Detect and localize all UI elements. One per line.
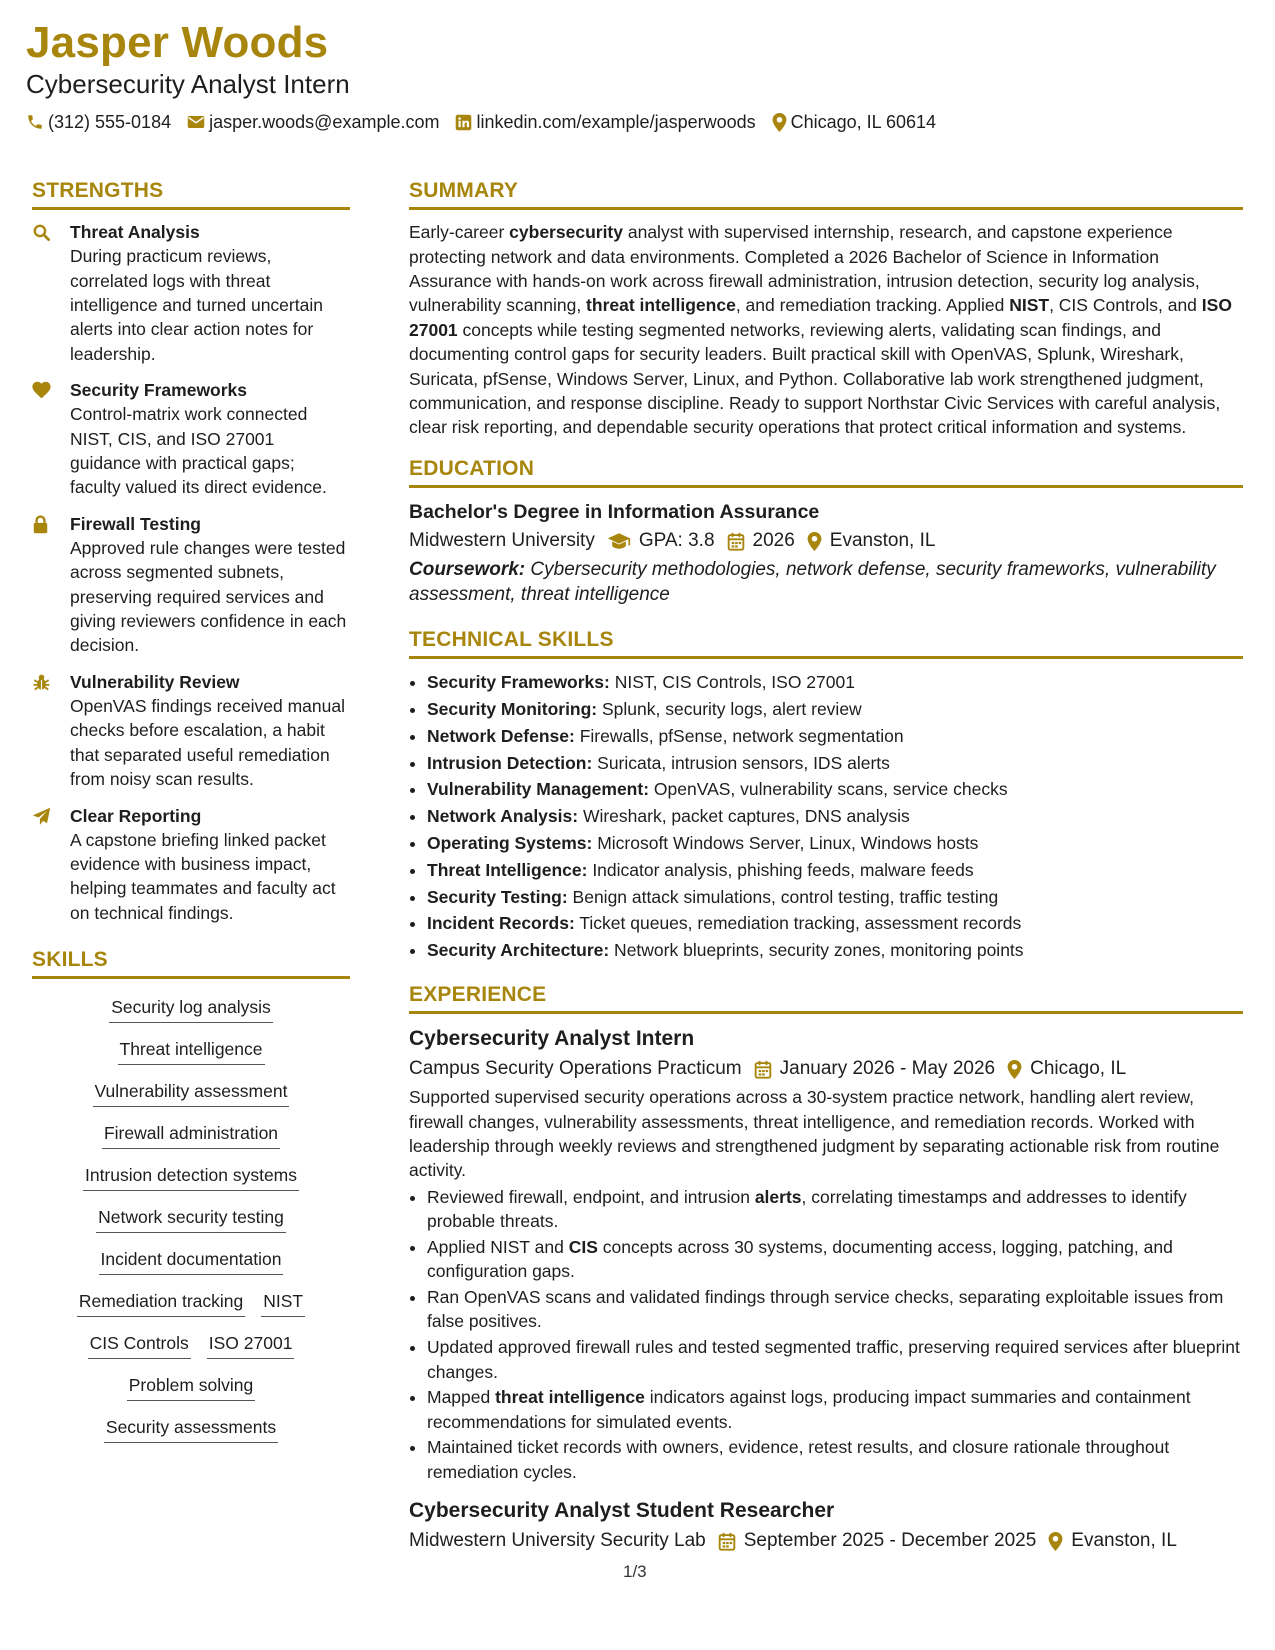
skill-label: Vulnerability Management: <box>427 779 650 800</box>
summary-part-bold: ISO 27001 <box>409 295 1232 340</box>
job-meta <box>409 1526 1243 1556</box>
strength-title: Security Frameworks <box>70 380 248 401</box>
job-entry <box>409 1496 1243 1556</box>
envelope-icon <box>187 114 205 130</box>
bullet-part-bold: alerts <box>754 1186 802 1207</box>
list-item <box>427 910 1243 937</box>
list-item <box>427 857 1243 884</box>
grad-year <box>727 526 795 556</box>
job-bullets <box>409 1185 1243 1484</box>
summary-part: concepts while testing segmented networks, reviewing alerts, validating scan findings, and documenting control gaps for security leaders. Built practical skill with OpenVAS, Splunk, Wireshark, Suricata, pfSense, Windows Server, Linux, and Python. Collaborative lab work strengthened judgment, communication, and response discipline. Ready to support Northstar Civic Services with careful analysis, clear risk reporting, and dependable security operations that protect critical information and systems. <box>409 319 1221 438</box>
strengths-heading: STRENGTHS <box>32 178 350 210</box>
skill-value: NIST, CIS Controls, ISO 27001 <box>609 672 855 693</box>
bullet-part: Reviewed firewall, endpoint, and intrusion <box>427 1186 755 1207</box>
linkedin-text[interactable]: linkedin.com/example/jasperwoods <box>476 111 756 132</box>
skill-value: Firewalls, pfSense, network segmentation <box>574 725 904 746</box>
phone-text: (312) 555-0184 <box>48 111 172 132</box>
skill-label: Operating Systems: <box>427 833 593 853</box>
resume-header <box>26 18 1246 133</box>
bullet-part: Ran OpenVAS scans and validated findings through service checks, separating exploitable issues from false positives. <box>427 1287 1224 1332</box>
bullet-part: , correlating timestamps and addresses to identify probable threats. <box>427 1186 1187 1232</box>
phone-icon <box>26 113 44 131</box>
calendar-icon <box>727 532 745 551</box>
degree-title: Bachelor's Degree in Information Assurance <box>409 501 820 524</box>
list-item <box>427 803 1243 830</box>
list-item <box>427 1235 1243 1284</box>
skill-tag: Vulnerability assessment <box>93 1079 290 1107</box>
location-text: Evanston, IL <box>1071 1530 1177 1552</box>
summary-text <box>409 220 1243 440</box>
skill-label: Security Monitoring: <box>427 699 598 720</box>
list-item <box>427 1335 1243 1384</box>
skill-value: Ticket queues, remediation tracking, assessment records <box>574 913 1022 934</box>
candidate-name: Jasper Woods <box>26 18 329 67</box>
skill-tag: Network security testing <box>96 1205 286 1233</box>
summary-part: Early-career <box>409 222 510 243</box>
gpa-text: GPA: 3.8 <box>638 530 715 552</box>
skill-label: Threat Intelligence: <box>427 859 588 880</box>
job-entry <box>409 1024 1243 1484</box>
list-item <box>427 1185 1243 1234</box>
skill-tag: NIST <box>261 1289 305 1317</box>
skill-tag: Security log analysis <box>109 995 273 1023</box>
job-org <box>409 1526 706 1556</box>
strength-item <box>32 378 350 500</box>
contact-bar <box>26 112 1246 133</box>
contact-location <box>772 112 936 133</box>
bullet-part: indicators against logs, producing impact summaries and containment recommendations for simulated events. <box>427 1387 1191 1432</box>
dates-text: January 2026 - May 2026 <box>779 1058 996 1080</box>
paper-plane-icon <box>32 807 51 826</box>
bullet-part: Maintained ticket records with owners, evidence, retest results, and closure rationale throughout remediation cycles. <box>427 1437 1170 1482</box>
list-item <box>427 1385 1243 1434</box>
map-pin-icon <box>1007 1060 1022 1079</box>
map-pin-icon <box>1048 1532 1063 1551</box>
graduation-cap-icon <box>607 532 631 550</box>
contact-linkedin[interactable] <box>455 112 755 133</box>
skill-value: Indicator analysis, phishing feeds, malware feeds <box>587 859 974 880</box>
coursework <box>409 558 1243 607</box>
summary-heading: SUMMARY <box>409 178 1243 210</box>
bullet-part: concepts across 30 systems, documenting access, logging, patching, and configuration gaps. <box>427 1236 1173 1282</box>
list-item <box>427 669 1243 696</box>
skill-label: Security Architecture: <box>427 940 610 961</box>
skill-label: Network Analysis: <box>427 806 579 827</box>
list-item <box>427 937 1243 964</box>
school-name <box>409 526 595 556</box>
skill-tag: ISO 27001 <box>207 1331 295 1359</box>
heart-icon <box>32 381 51 399</box>
strength-item <box>32 804 350 926</box>
bullet-part: Mapped <box>427 1387 496 1408</box>
skill-value: Network blueprints, security zones, monitoring points <box>609 940 1024 961</box>
skill-tag: CIS Controls <box>88 1331 191 1359</box>
skill-label: Network Defense: <box>427 725 575 746</box>
skill-label: Security Frameworks: <box>427 672 610 693</box>
summary-part-bold: NIST <box>1009 295 1050 316</box>
coursework-label: Coursework: <box>409 559 526 581</box>
experience-heading: EXPERIENCE <box>409 982 1243 1014</box>
summary-part-bold: threat intelligence <box>586 295 736 316</box>
list-item <box>427 1285 1243 1334</box>
skill-value: OpenVAS, vulnerability scans, service checks <box>649 779 1008 800</box>
list-item <box>427 1435 1243 1484</box>
skill-label: Security Testing: <box>427 886 568 907</box>
strength-item <box>32 512 350 658</box>
strength-item <box>32 220 350 366</box>
email-text[interactable]: jasper.woods@example.com <box>209 111 440 132</box>
right-column <box>409 178 1243 1556</box>
education-meta <box>409 526 1243 556</box>
bullet-part: Updated approved firewall rules and tested segmented traffic, preserving required services after blueprint changes. <box>427 1337 1240 1382</box>
summary-part: , and remediation tracking. Applied <box>735 295 1010 316</box>
calendar-icon <box>718 1532 736 1551</box>
job-summary: Supported supervised security operations across a 30-system practice network, handling alert review, firewall changes, vulnerability assessments, threat intelligence, and remediation records. Worked with leadership through weekly reviews and strengthened judgment by separating actionable risk from routine activity. <box>409 1087 1220 1181</box>
skill-label: Intrusion Detection: <box>427 752 593 773</box>
location-text: Chicago, IL 60614 <box>790 111 937 132</box>
map-pin-icon <box>807 532 822 551</box>
technical-skills-heading: TECHNICAL SKILLS <box>409 627 1243 659</box>
job-title: Cybersecurity Analyst Student Researcher <box>409 1499 835 1523</box>
strength-desc: Approved rule changes were tested across segmented subnets, preserving required services and giving reviewers confidence in each decision. <box>70 537 347 656</box>
list-item <box>427 696 1243 723</box>
location-text: Evanston, IL <box>829 530 936 552</box>
list-item <box>427 750 1243 777</box>
gpa <box>607 526 715 556</box>
org-text: Midwestern University Security Lab <box>409 1530 706 1552</box>
org-text: Campus Security Operations Practicum <box>409 1058 742 1080</box>
strength-title: Clear Reporting <box>70 805 202 826</box>
strength-desc: Control-matrix work connected NIST, CIS, and ISO 27001 guidance with practical gaps; faculty valued its direct evidence. <box>70 404 327 498</box>
strength-title: Threat Analysis <box>70 222 200 243</box>
candidate-title: Cybersecurity Analyst Intern <box>26 68 350 99</box>
strength-title: Firewall Testing <box>70 513 201 534</box>
strength-desc: OpenVAS findings received manual checks before escalation, a habit that separated useful remediation from noisy scan results. <box>70 695 345 790</box>
skill-tag: Problem solving <box>127 1373 256 1401</box>
skill-tag: Threat intelligence <box>118 1037 265 1065</box>
list-item <box>427 830 1243 857</box>
skill-value: Benign attack simulations, control testing, traffic testing <box>567 886 999 907</box>
job-location <box>1007 1054 1126 1084</box>
skill-value: Splunk, security logs, alert review <box>597 699 862 720</box>
location-text: Chicago, IL <box>1030 1058 1127 1080</box>
linkedin-icon <box>455 114 472 131</box>
education-heading: EDUCATION <box>409 456 1243 488</box>
school-location <box>807 526 936 556</box>
summary-part-bold: cybersecurity <box>509 222 623 243</box>
skill-tag: Firewall administration <box>102 1121 280 1149</box>
year-text: 2026 <box>752 530 795 552</box>
skill-value: Wireshark, packet captures, DNS analysis <box>578 806 910 827</box>
page-number: 1/3 <box>623 1562 647 1581</box>
summary-part: analyst with supervised internship, research, and capstone experience protecting network and data environments. Completed a 2026 Bachelor of Science in Information Assurance with hands-on work across firewall administration, intrusion detection, security log analysis, vulnerability scanning, <box>409 222 1200 316</box>
school-text: Midwestern University <box>409 530 595 552</box>
magnifier-icon <box>32 223 51 242</box>
strength-desc: During practicum reviews, correlated logs with threat intelligence and turned uncertain alerts into clear action notes for leadership. <box>70 246 323 364</box>
job-org <box>409 1054 742 1084</box>
technical-skills-list <box>409 669 1243 964</box>
strength-item <box>32 670 350 792</box>
skill-value: Microsoft Windows Server, Linux, Windows hosts <box>592 833 979 853</box>
strength-desc: A capstone briefing linked packet evidence with business impact, helping teammates and faculty act on technical findings. <box>70 829 336 923</box>
coursework-text: Cybersecurity methodologies, network defense, security frameworks, vulnerability assessment, threat intelligence <box>409 559 1216 605</box>
job-title: Cybersecurity Analyst Intern <box>409 1027 695 1051</box>
list-item <box>427 884 1243 911</box>
job-dates <box>754 1054 995 1084</box>
bullet-part: Applied NIST and <box>427 1236 569 1257</box>
list-item <box>427 776 1243 803</box>
bullet-part-bold: threat intelligence <box>495 1387 645 1408</box>
skills-heading: SKILLS <box>32 947 350 979</box>
dates-text: September 2025 - December 2025 <box>743 1530 1037 1552</box>
skills-list <box>32 995 350 1457</box>
strength-title: Vulnerability Review <box>70 671 240 692</box>
job-dates <box>718 1526 1037 1556</box>
bullet-part-bold: CIS <box>568 1236 598 1257</box>
lock-icon <box>32 515 49 534</box>
bug-icon <box>32 673 51 692</box>
summary-part: , CIS Controls, and <box>1049 295 1202 316</box>
job-meta <box>409 1054 1243 1084</box>
skill-tag: Security assessments <box>104 1415 278 1443</box>
contact-email[interactable] <box>187 112 439 133</box>
left-column <box>32 178 350 1457</box>
skill-label: Incident Records: <box>427 913 575 934</box>
contact-phone <box>26 112 171 133</box>
skill-tag: Remediation tracking <box>77 1289 245 1317</box>
job-location <box>1048 1526 1177 1556</box>
map-pin-icon <box>772 113 787 132</box>
calendar-icon <box>754 1060 772 1079</box>
skill-tag: Incident documentation <box>99 1247 284 1275</box>
skill-value: Suricata, intrusion sensors, IDS alerts <box>592 752 890 773</box>
skill-tag: Intrusion detection systems <box>83 1163 299 1191</box>
list-item <box>427 723 1243 750</box>
